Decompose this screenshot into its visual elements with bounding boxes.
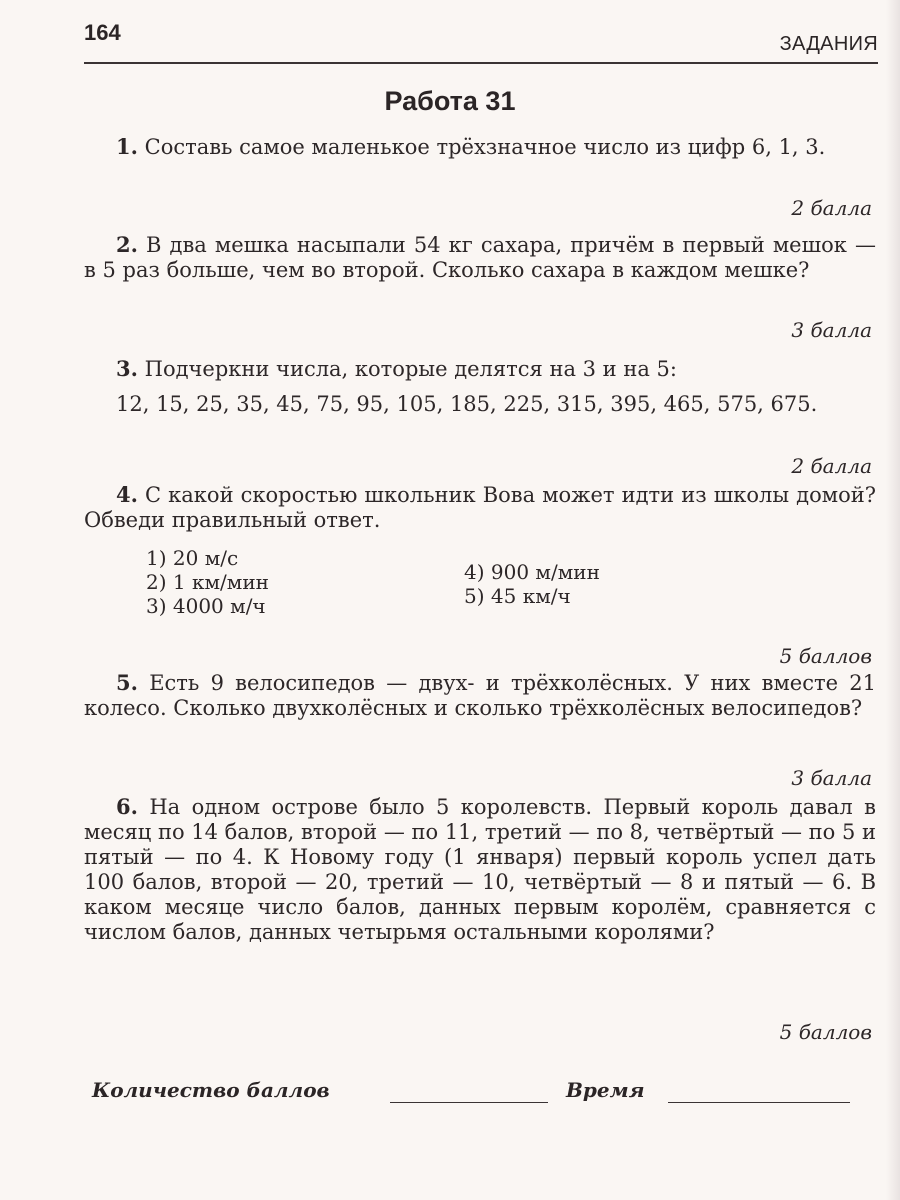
running-head (84, 18, 878, 64)
task-4 (84, 482, 876, 533)
task-1-points: 2 балла (791, 196, 872, 220)
time-label: Время (566, 1078, 645, 1102)
score-label: Количество баллов (92, 1078, 330, 1102)
answer-option-4[interactable]: 4) 900 м/мин (464, 560, 600, 584)
answer-option-5[interactable]: 5) 45 км/ч (464, 584, 571, 608)
section-title: ЗАДАНИЯ (779, 33, 878, 55)
task-text: Подчеркни числа, которые делятся на 3 и на 5: (144, 357, 677, 381)
task-6-points: 5 баллов (779, 1020, 872, 1044)
page-edge-shadow (886, 0, 900, 1200)
task-5-points: 3 балла (791, 766, 872, 790)
task-4-points: 5 баллов (779, 644, 872, 668)
task-2-points: 3 балла (791, 318, 872, 342)
task-text: Составь самое маленькое трёхзначное число из цифр 6, 1, 3. (144, 135, 826, 159)
task-number: 6. (116, 794, 138, 819)
number-list: 12, 15, 25, 35, 45, 75, 95, 105, 185, 225, 315, 395, 465, 575, 675. (116, 392, 818, 416)
answer-option-2[interactable]: 2) 1 км/мин (146, 570, 269, 594)
task-text: Есть 9 велосипедов — двух- и трёхколёсных. У них вместе 21 колесо. Сколько двухколёсных и сколько трёхколёсных велосипедов? (84, 671, 876, 720)
task-text: С какой скоростью школьник Вова может идти из школы домой? Обведи правильный ответ. (84, 483, 876, 532)
score-footer (92, 1078, 852, 1108)
task-3-points: 2 балла (791, 454, 872, 478)
task-6 (84, 794, 876, 945)
task-text: В два мешка насыпали 54 кг сахара, причём в первый мешок — в 5 раз больше, чем во второй. Сколько сахара в каждом мешке? (84, 233, 876, 282)
task-number: 4. (116, 482, 138, 507)
task-number: 2. (116, 232, 138, 257)
score-blank-field[interactable] (390, 1102, 548, 1103)
task-number: 1. (116, 134, 138, 159)
task-number: 5. (116, 670, 138, 695)
task-text: На одном острове было 5 королевств. Первый король давал в месяц по 14 балов, второй — по 11, третий — по 8, четвёртый — по 5 и пятый — по 4. К Новому году (1 января) первый король успел дать 100 балов, второй — 20, третий — 10, четвёртый — 8 и пятый — 6. В каком месяце число балов, данных первым королём, сравняется с числом балов, данных четырьмя остальными королями? (84, 795, 877, 944)
options-column-left (146, 546, 269, 618)
work-title: Работа 31 (384, 86, 516, 116)
time-blank-field[interactable] (668, 1102, 850, 1103)
task-2 (84, 232, 876, 283)
task-5 (84, 670, 876, 721)
options-column-right (464, 560, 600, 608)
answer-option-1[interactable]: 1) 20 м/с (146, 546, 239, 570)
task-1 (84, 134, 876, 160)
task-3 (84, 356, 876, 417)
answer-option-3[interactable]: 3) 4000 м/ч (146, 594, 266, 618)
page-number: 164 (84, 20, 121, 45)
task-number: 3. (116, 356, 138, 381)
